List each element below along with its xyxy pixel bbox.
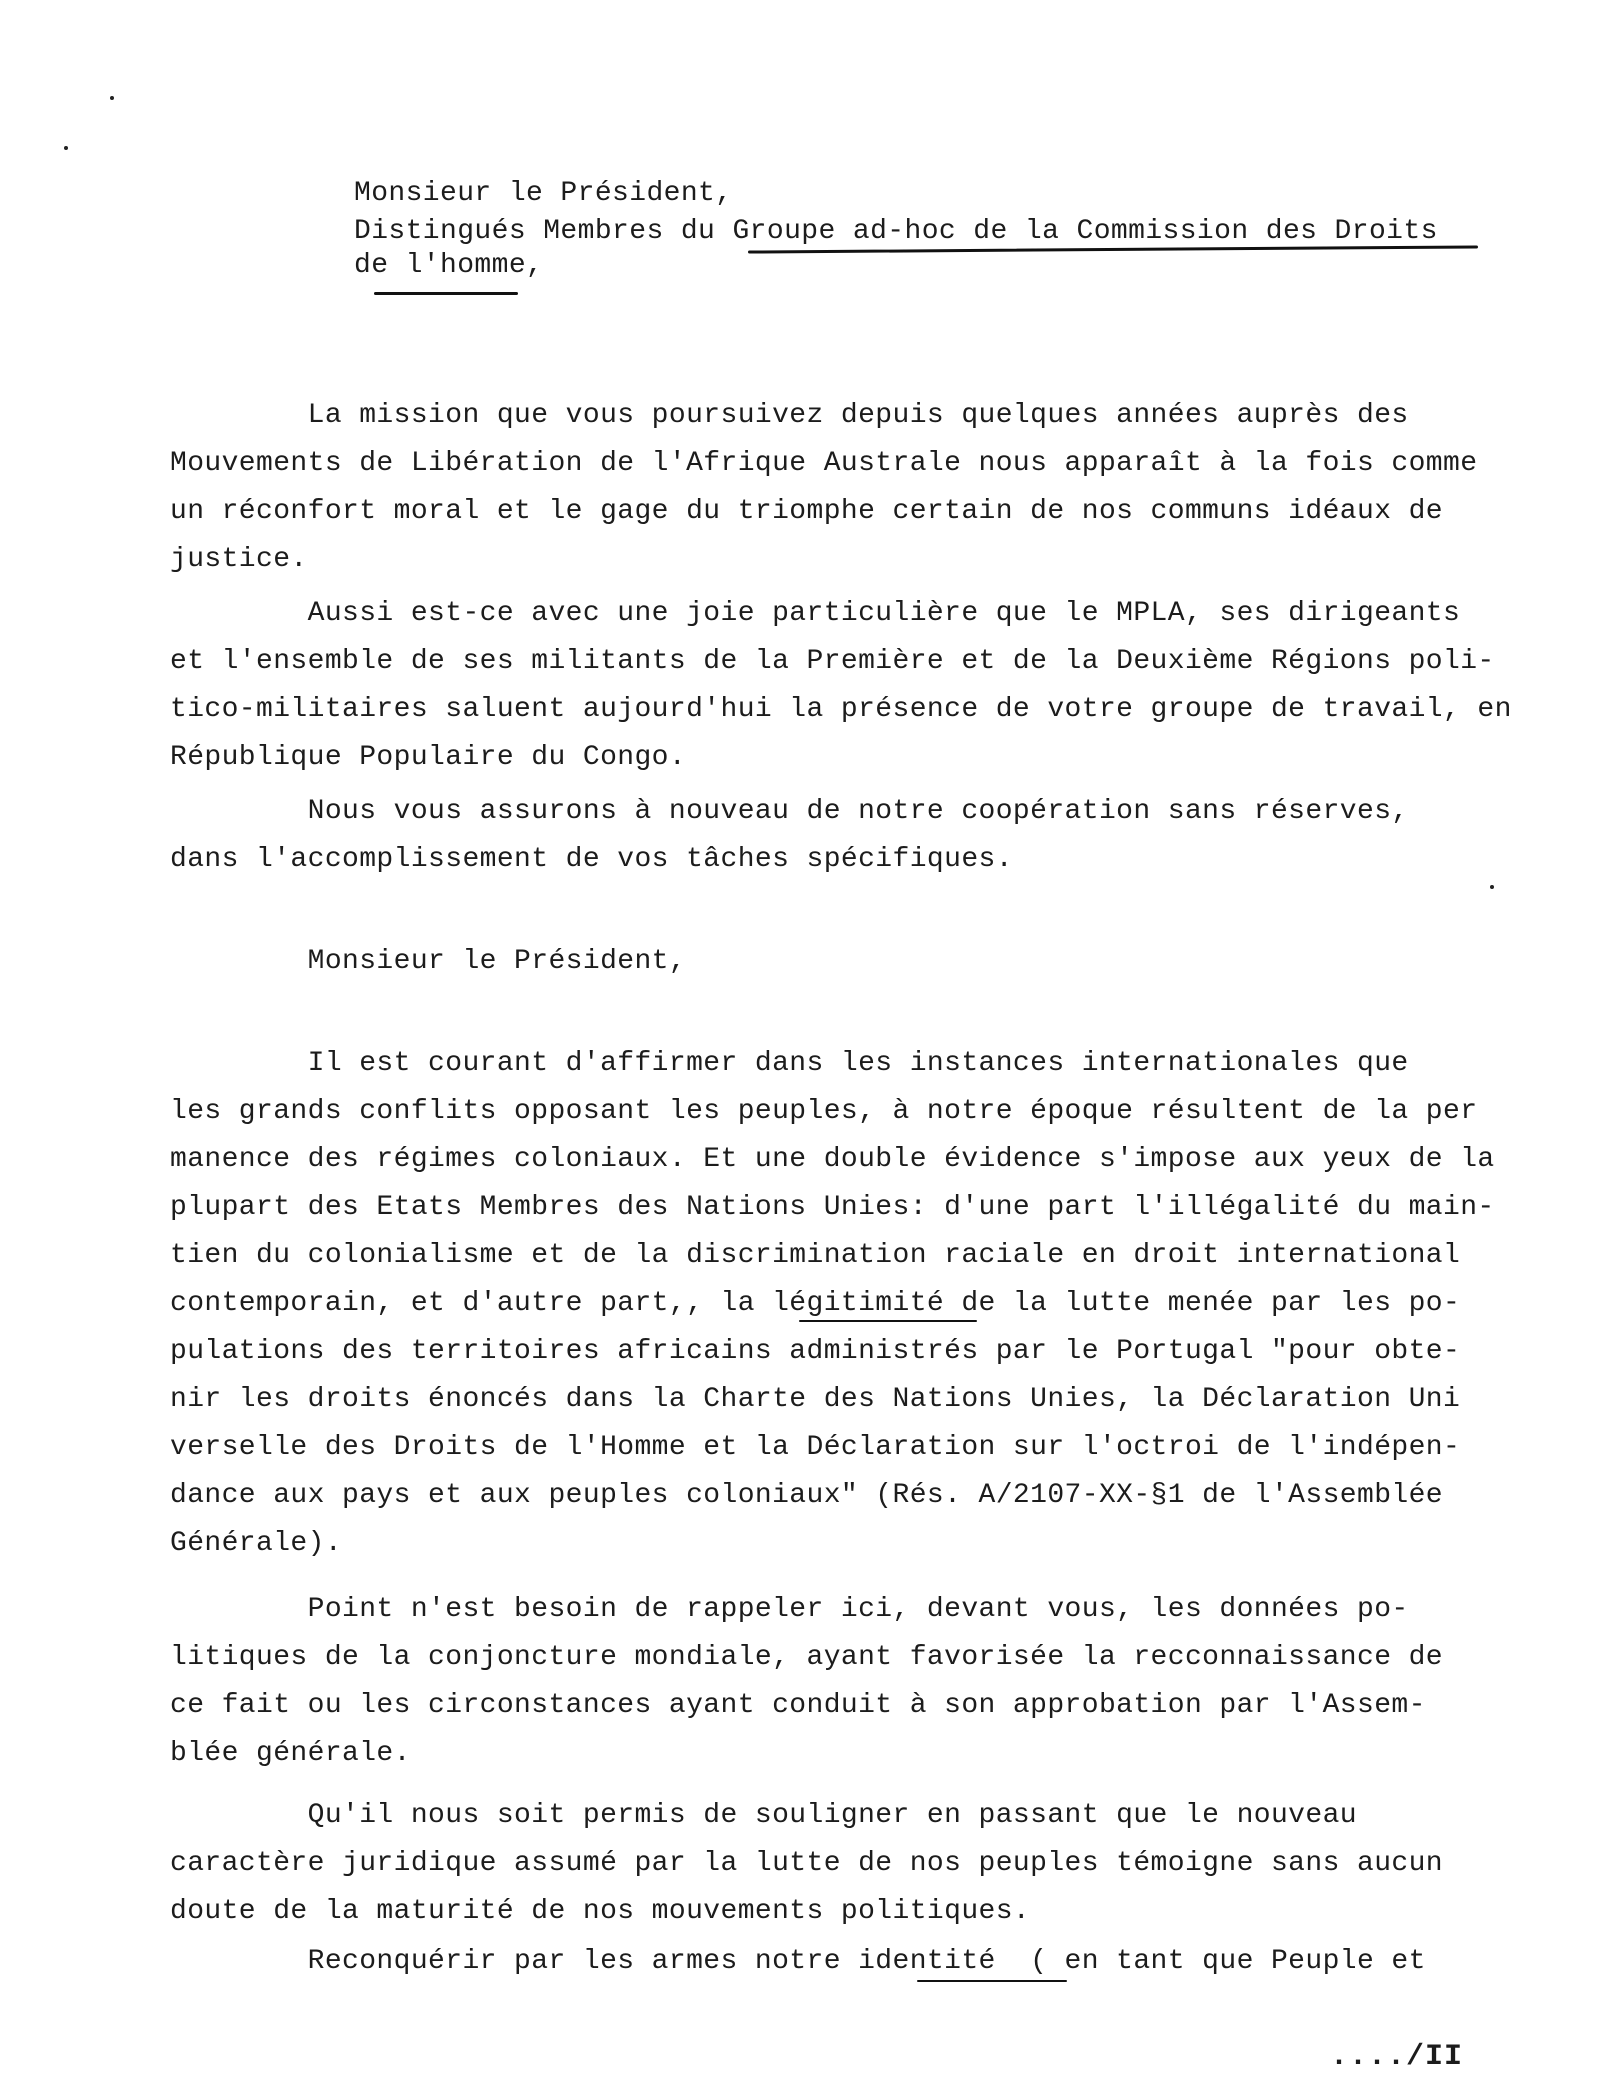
ink-speck (64, 146, 68, 150)
paragraph-2-line-1: Aussi est-ce avec une joie particulière que le MPLA, ses dirigeants (170, 598, 1461, 629)
paragraph-1-line-1: La mission que vous poursuivez depuis quelques années auprès des (170, 400, 1409, 431)
paragraph-2-line-3: tico-militaires saluent aujourd'hui la présence de votre groupe de travail, en (170, 694, 1512, 725)
paragraph-3-line-2: dans l'accomplissement de vos tâches spécifiques. (170, 844, 1013, 875)
paragraph-5-line-3: ce fait ou les circonstances ayant conduit à son approbation par l'Assem- (170, 1690, 1426, 1721)
paragraph-6-line-1: Qu'il nous soit permis de souligner en passant que le nouveau (170, 1800, 1357, 1831)
paragraph-4-line-11: Générale). (170, 1528, 343, 1559)
paragraph-5-line-2: litiques de la conjoncture mondiale, ayant favorisée la recconnaissance de (170, 1642, 1444, 1673)
ink-speck (110, 96, 114, 100)
paragraph-4-line-3: manence des régimes coloniaux. Et une double évidence s'impose aux yeux de la (170, 1144, 1495, 1175)
paragraph-6-line-3: doute de la maturité de nos mouvements politiques. (170, 1896, 1031, 1927)
ink-speck (1490, 885, 1494, 889)
pen-underline-homme (374, 292, 518, 295)
paragraph-4-line-4: plupart des Etats Membres des Nations Unies: d'une part l'illégalité du main- (170, 1192, 1495, 1223)
paragraph-5-line-4: blée générale. (170, 1738, 411, 1769)
paragraph-4-line-7: pulations des territoires africains administrés par le Portugal "pour obte- (170, 1336, 1461, 1367)
paragraph-2-line-2: et l'ensemble de ses militants de la Première et de la Deuxième Régions poli- (170, 646, 1495, 677)
paragraph-1-line-2: Mouvements de Libération de l'Afrique Australe nous apparaît à la fois comme (170, 448, 1478, 479)
paragraph-1-line-3: un réconfort moral et le gage du triomphe certain de nos communs idéaux de (170, 496, 1444, 527)
paragraph-4-line-9: verselle des Droits de l'Homme et la Déclaration sur l'octroi de l'indépen- (170, 1432, 1461, 1463)
second-salutation: Monsieur le Président, (170, 946, 687, 977)
salutation-line-2: Distingués Membres du Groupe ad-hoc de la Commission des Droits (354, 216, 1438, 247)
underline-identite (917, 1980, 1067, 1982)
paragraph-5-line-1: Point n'est besoin de rappeler ici, devant vous, les données po- (170, 1594, 1409, 1625)
underline-legitimite (799, 1320, 977, 1322)
paragraph-3-line-1: Nous vous assurons à nouveau de notre coopération sans réserves, (170, 796, 1409, 827)
salutation-line-3: de l'homme, (354, 250, 544, 281)
paragraph-6-line-2: caractère juridique assumé par la lutte de nos peuples témoigne sans aucun (170, 1848, 1444, 1879)
paragraph-2-line-4: République Populaire du Congo. (170, 742, 687, 773)
paragraph-4-line-1: Il est courant d'affirmer dans les instances internationales que (170, 1048, 1409, 1079)
paragraph-4-line-5: tien du colonialisme et de la discrimination raciale en droit international (170, 1240, 1461, 1271)
salutation-line-1: Monsieur le Président, (354, 178, 733, 209)
paragraph-4-line-2: les grands conflits opposant les peuples, à notre époque résultent de la per (170, 1096, 1478, 1127)
paragraph-1-line-4: justice. (170, 544, 308, 575)
page-continuation-marker: ..../II (1330, 2040, 1464, 2074)
paragraph-4-line-6: contemporain, et d'autre part,, la légitimité de la lutte menée par les po- (170, 1288, 1461, 1319)
paragraph-4-line-10: dance aux pays et aux peuples coloniaux" (Rés. A/2107-XX-§1 de l'Assemblée (170, 1480, 1444, 1511)
paragraph-7-line-1: Reconquérir par les armes notre identité ( en tant que Peuple et (170, 1946, 1426, 1977)
paragraph-4-line-8: nir les droits énoncés dans la Charte des Nations Unies, la Déclaration Uni (170, 1384, 1461, 1415)
